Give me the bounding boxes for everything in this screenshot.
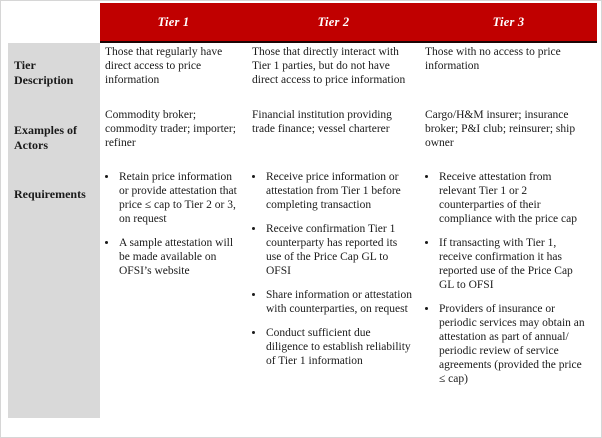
column-header-tier1-label: Tier 1 xyxy=(157,14,190,29)
cell-requirements-tier3 xyxy=(420,168,597,418)
requirement-bullet-item: • Receive price information or attestation from Tier 1 before completing transaction xyxy=(265,170,412,212)
cell-examples-tier1: Commodity broker; commodity trader; importer; refiner xyxy=(100,105,247,168)
requirement-bullet-item: • Retain price information or provide attestation that price ≤ cap to Tier 2 or 3, on request xyxy=(118,170,239,226)
tier-table xyxy=(8,3,597,418)
requirements-list-tier2 xyxy=(252,170,412,368)
row-label-requirements: Requirements xyxy=(8,168,100,418)
requirements-list-tier3 xyxy=(425,170,589,386)
row-label-tier-description: Tier Description xyxy=(8,43,100,105)
cell-description-tier1: Those that regularly have direct access to price information xyxy=(100,43,247,105)
column-header-tier2 xyxy=(247,3,420,43)
column-header-tier3 xyxy=(420,3,597,43)
requirements-list-tier1 xyxy=(105,170,239,278)
requirement-bullet-item: • If transacting with Tier 1, receive confirmation it has reported use of the Price Cap GL to OFSI xyxy=(438,236,589,292)
cell-requirements-tier1 xyxy=(100,168,247,418)
cell-description-tier3: Those with no access to price information xyxy=(420,43,597,105)
cell-examples-tier2: Financial institution providing trade finance; vessel charterer xyxy=(247,105,420,168)
requirement-bullet-item: • Share information or attestation with counterparties, on request xyxy=(265,288,412,316)
requirement-bullet-item: • A sample attestation will be made available on OFSI’s website xyxy=(118,236,239,278)
requirement-bullet-item: • Providers of insurance or periodic services may obtain an attestation as part of annual/ periodic review of service agreements (provided the price ≤ cap) xyxy=(438,302,589,386)
cell-description-tier2: Those that directly interact with Tier 1 parties, but do not have direct access to price information xyxy=(247,43,420,105)
column-header-tier2-label: Tier 2 xyxy=(317,14,350,29)
table-corner-cell xyxy=(8,3,100,43)
cell-examples-tier3: Cargo/H&M insurer; insurance broker; P&I club; reinsurer; ship owner xyxy=(420,105,597,168)
requirement-bullet-item: • Receive attestation from relevant Tier 1 or 2 counterparties of their compliance with the price cap xyxy=(438,170,589,226)
cell-requirements-tier2 xyxy=(247,168,420,418)
column-header-tier3-label: Tier 3 xyxy=(492,14,525,29)
requirement-bullet-item: • Conduct sufficient due diligence to establish reliability of Tier 1 information xyxy=(265,326,412,368)
column-header-tier1 xyxy=(100,3,247,43)
row-label-examples-of-actors: Examples of Actors xyxy=(8,105,100,168)
requirement-bullet-item: • Receive confirmation Tier 1 counterparty has reported its use of the Price Cap GL to OFSI xyxy=(265,222,412,278)
